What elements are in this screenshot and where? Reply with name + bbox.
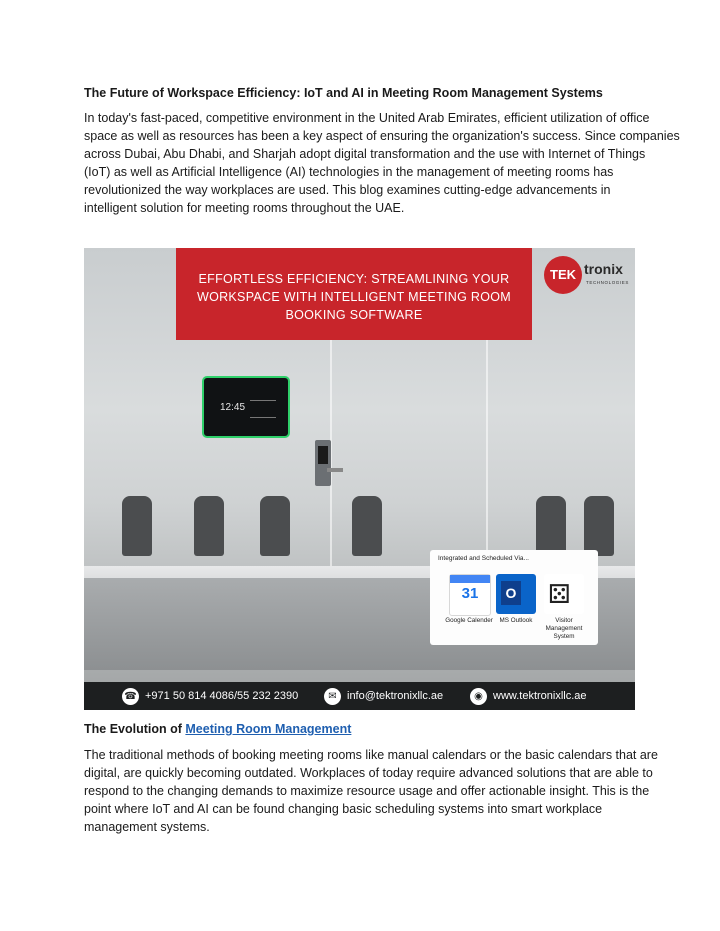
email-address: info@tektronixllc.ae	[347, 690, 444, 702]
paragraph-line: (IoT) as well as Artificial Intelligence (AI) technologies in the management of meeting rooms has	[84, 165, 614, 179]
tektronix-logo	[542, 254, 632, 294]
device-schedule-lines	[250, 400, 276, 418]
integrations-title: Integrated and Scheduled Via...	[438, 555, 529, 562]
device-time: 12:45	[220, 402, 246, 413]
paragraph-line: respond to the changing demands to maximize resource usage and offer actionable insight. This is the	[84, 784, 650, 798]
paragraph-line: digital, are quickly becoming outdated. Workplaces of today require advanced solutions that are able to	[84, 766, 653, 780]
meeting-room-management-link[interactable]: Meeting Room Management	[185, 722, 352, 736]
paragraph-line: management systems.	[84, 820, 210, 834]
section-heading	[84, 722, 351, 736]
paragraph-line: In today's fast-paced, competitive environment in the United Arab Emirates, efficient utilization of office	[84, 111, 650, 125]
phone-contact	[122, 686, 298, 706]
section-paragraph	[84, 746, 658, 836]
banner-contact-bar	[84, 682, 635, 710]
logo-subtitle: TECHNOLOGIES	[586, 280, 629, 285]
section-heading-text: The Evolution of	[84, 722, 186, 736]
phone-icon: ☎	[122, 688, 139, 705]
intro-paragraph	[84, 109, 680, 217]
banner-headline-line: EFFORTLESS EFFICIENCY: STREAMLINING YOUR	[198, 272, 510, 286]
paragraph-line: intelligent solution for meeting rooms throughout the UAE.	[84, 201, 405, 215]
mail-icon: ✉	[324, 688, 341, 705]
app-label: MS Outlook	[499, 617, 533, 624]
outlook-letter: O	[501, 581, 521, 605]
chair	[122, 496, 152, 556]
app-label: Google Calender	[445, 617, 493, 624]
website-url: www.tektronixllc.ae	[493, 690, 587, 702]
paragraph-line: across Dubai, Abu Dhabi, and Sharjah adopt digital transformation and the use with Internet of Things	[84, 147, 646, 161]
chair	[352, 496, 382, 556]
chair	[260, 496, 290, 556]
phone-number: +971 50 814 4086/55 232 2390	[145, 690, 299, 702]
chair	[194, 496, 224, 556]
google-calendar-icon	[449, 574, 491, 616]
door-handle	[327, 468, 343, 472]
paragraph-line: The traditional methods of booking meeting rooms like manual calendars or the basic calendars that are	[84, 748, 658, 762]
outlook-icon	[496, 574, 536, 614]
app-label: Visitor Management System	[545, 617, 583, 640]
chair	[536, 496, 566, 556]
logo-word: tronix	[584, 261, 623, 277]
paragraph-line: point where IoT and AI can be found changing basic scheduling systems into smart workplace	[84, 802, 603, 816]
chair	[584, 496, 614, 556]
article-title: The Future of Workspace Efficiency: IoT and AI in Meeting Room Management Systems	[84, 86, 603, 100]
email-contact	[324, 686, 443, 706]
keypad	[318, 446, 328, 464]
integrations-card	[430, 550, 598, 645]
visitor-desk-icon: ⚄	[544, 574, 584, 614]
paragraph-line: space as well as resources has been a key aspect of ensuring the organization's success. Since companies	[84, 129, 680, 143]
paragraph-line: revolutionized the way workplaces are used. This blog examines cutting-edge advancements in	[84, 183, 611, 197]
banner-headline-line: BOOKING SOFTWARE	[285, 308, 423, 322]
room-booking-panel	[202, 376, 290, 438]
website-contact	[470, 686, 587, 706]
calendar-number: 31	[461, 585, 479, 602]
banner-headline-box	[176, 248, 532, 340]
logo-mark: TEK	[544, 256, 582, 294]
smart-door-lock	[315, 440, 331, 486]
banner-headline-line: WORKSPACE WITH INTELLIGENT MEETING ROOM	[196, 290, 512, 304]
promo-banner-image	[84, 248, 635, 710]
globe-icon: ◉	[470, 688, 487, 705]
